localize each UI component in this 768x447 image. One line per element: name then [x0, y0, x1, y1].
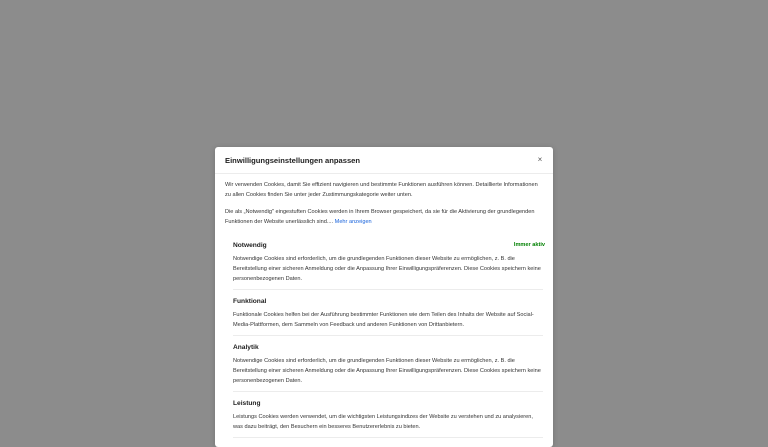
modal-title: Einwilligungseinstellungen anpassen [225, 156, 361, 165]
category-title: Leistung [233, 399, 261, 407]
category-title: Analytik [233, 343, 259, 351]
category-header [233, 294, 543, 308]
show-more-link[interactable]: Mehr anzeigen [334, 219, 372, 225]
category-header [233, 238, 543, 252]
intro-text-necessary [225, 207, 543, 227]
category-title: Funktional [233, 297, 267, 305]
consent-preferences-modal [215, 147, 553, 447]
category-functional[interactable] [233, 290, 543, 336]
category-description: Leistungs Cookies werden verwendet, um die wichtigsten Leistungsindizes der Website zu verstehen und zu analysieren, was dazu beiträgt, den Besuchern ein besseres Benutzererlebnis zu bieten. [233, 414, 533, 430]
category-necessary[interactable] [233, 234, 543, 290]
always-active-badge: Immer aktiv [513, 242, 545, 248]
modal-header [215, 147, 553, 174]
category-title: Notwendig [233, 241, 267, 249]
intro-text [225, 180, 543, 200]
category-performance[interactable] [233, 392, 543, 438]
intro-text-2: Die als „Notwendig" eingestuften Cookies werden in Ihrem Browser gespeichert, da sie für die Aktivierung der grundlegenden Funktionen der Website unerlässlich sind.... [225, 209, 535, 225]
category-description: Notwendige Cookies sind erforderlich, um die grundlegenden Funktionen dieser Website zu ermöglichen, z. B. die Bereitstellung einer sicheren Anmeldung oder die Anpassung Ihrer Einwilligungspräferenzen. Diese Cookies speichern keine personenbezogenen Daten. [233, 358, 541, 384]
category-analytics[interactable] [233, 336, 543, 392]
modal-body [215, 174, 553, 438]
category-description: Notwendige Cookies sind erforderlich, um die grundlegenden Funktionen dieser Website zu ermöglichen, z. B. die Bereitstellung einer sicheren Anmeldung oder die Anpassung Ihrer Einwilligungspräferenzen. Diese Cookies speichern keine personenbezogenen Daten. [233, 256, 541, 282]
category-header [233, 340, 543, 354]
close-icon[interactable]: × [537, 155, 543, 164]
category-header [233, 396, 543, 410]
category-description: Funktionale Cookies helfen bei der Ausführung bestimmter Funktionen wie dem Teilen des Inhalts der Website auf Social-Media-Plattformen, dem Sammeln von Feedback und anderen Funktionen von Drittanbietern. [233, 312, 534, 328]
intro-text-1: Wir verwenden Cookies, damit Sie effizient navigieren und bestimmte Funktionen ausführen können. Detaillierte Informationen zu allen Cookies finden Sie unter jeder Zustimmungskategorie weiter unten. [225, 182, 538, 198]
